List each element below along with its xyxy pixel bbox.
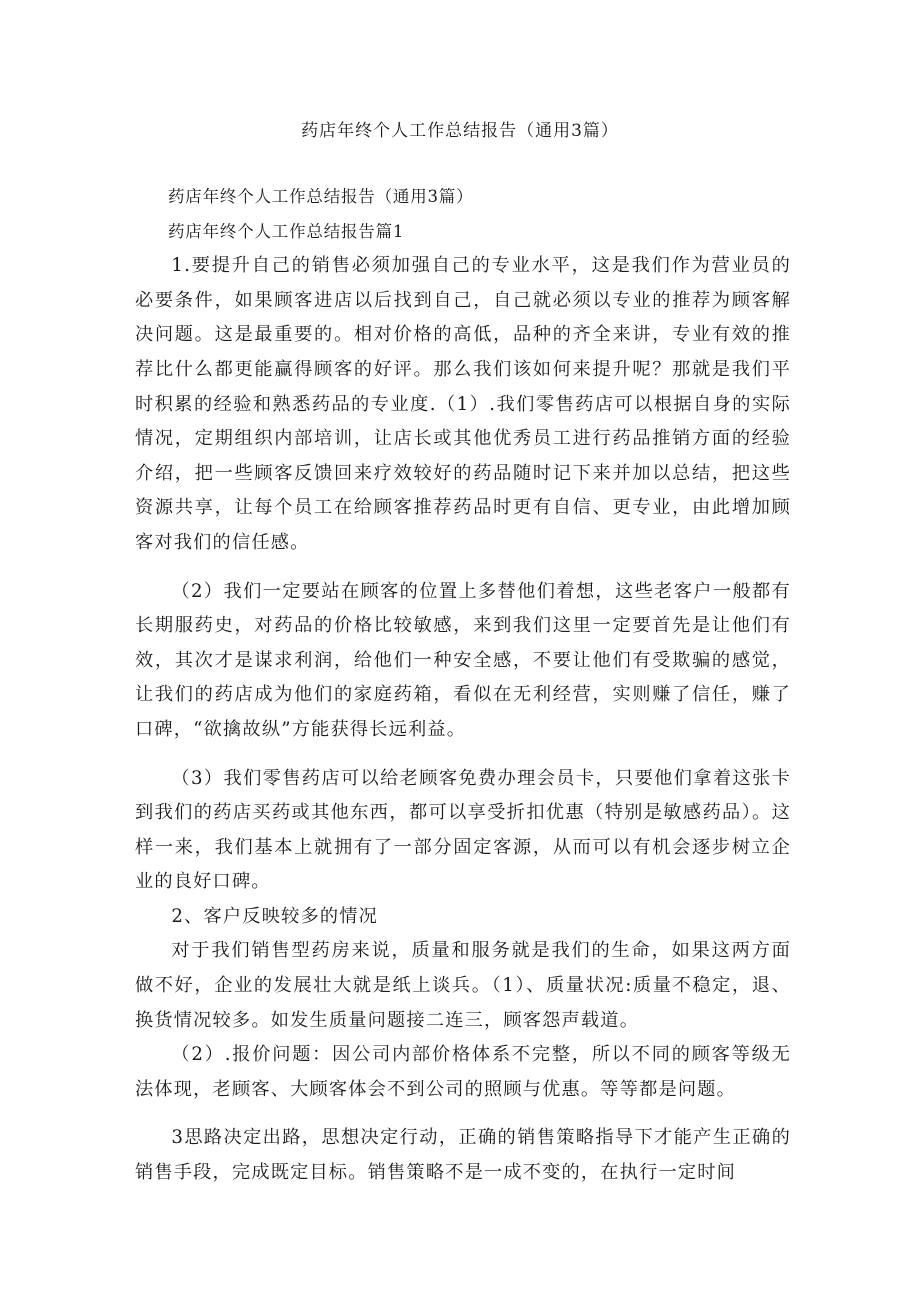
paragraph: （2）.报价问题：因公司内部价格体系不完整，所以不同的顾客等级无法体现，老顾客、大顾客体会不到公司的照顾与优惠。等等都是问题。 [135,1044,791,1100]
paragraph: （2）我们一定要站在顾客的位置上多替他们着想，这些老客户一般都有长期服药史，对药品的价格比较敏感，来到我们这里一定要首先是让他们有效，其次才是谋求利润，给他们一种安全感，不要让他们有受欺骗的感觉，让我们的药店成为他们的家庭药箱，看似在无利经营，实则赚了信任，赚了口碑，“欲擒故纵”方能获得长远利益。 [135,580,791,740]
paragraph: 对于我们销售型药房来说，质量和服务就是我们的生命，如果这两方面做不好，企业的发展壮大就是纸上谈兵。（1）、质量状况:质量不稳定，退、换货情况较多。如发生质量问题接二连三，顾客怨声载道。 [135,940,791,1031]
document-body [135,180,791,1191]
paragraph: 3思路决定出路，思想决定行动，正确的销售策略指导下才能产生正确的销售手段，完成既定目标。销售策略不是一成不变的，在执行一定时间 [135,1127,791,1184]
paragraph: 1.要提升自己的销售必须加强自己的专业水平，这是我们作为营业员的必要条件，如果顾客进店以后找到自己，自己就必须以专业的推荐为顾客解决问题。这是最重要的。相对价格的高低，品种的齐全来讲，专业有效的推荐比什么都更能赢得顾客的好评。那么我们该如何来提升呢？那就是我们平时积累的经验和熟悉药品的专业度.（1）.我们零售药店可以根据自身的实际情况，定期组织内部培训，让店长或其他优秀员工进行药品推销方面的经验介绍，把一些顾客反馈回来疗效较好的药品随时记下来并加以总结，把这些资源共享，让每个员工在给顾客推荐药品时更有自信、更专业，由此增加顾客对我们的信任感。 [135,255,791,553]
paragraph: 2、客户反映较多的情况 [171,905,379,927]
document-title: 药店年终个人工作总结报告（通用3篇） [301,121,619,141]
section-heading: 药店年终个人工作总结报告篇1 [168,221,405,241]
subtitle-line: 药店年终个人工作总结报告（通用3篇） [168,187,474,206]
paragraph: （3）我们零售药店可以给老顾客免费办理会员卡，只要他们拿着这张卡到我们的药店买药或其他东西，都可以享受折扣优惠（特别是敏感药品）。这样一来，我们基本上就拥有了一部分固定客源，从而可以有机会逐步树立企业的良好口碑。 [135,767,791,893]
